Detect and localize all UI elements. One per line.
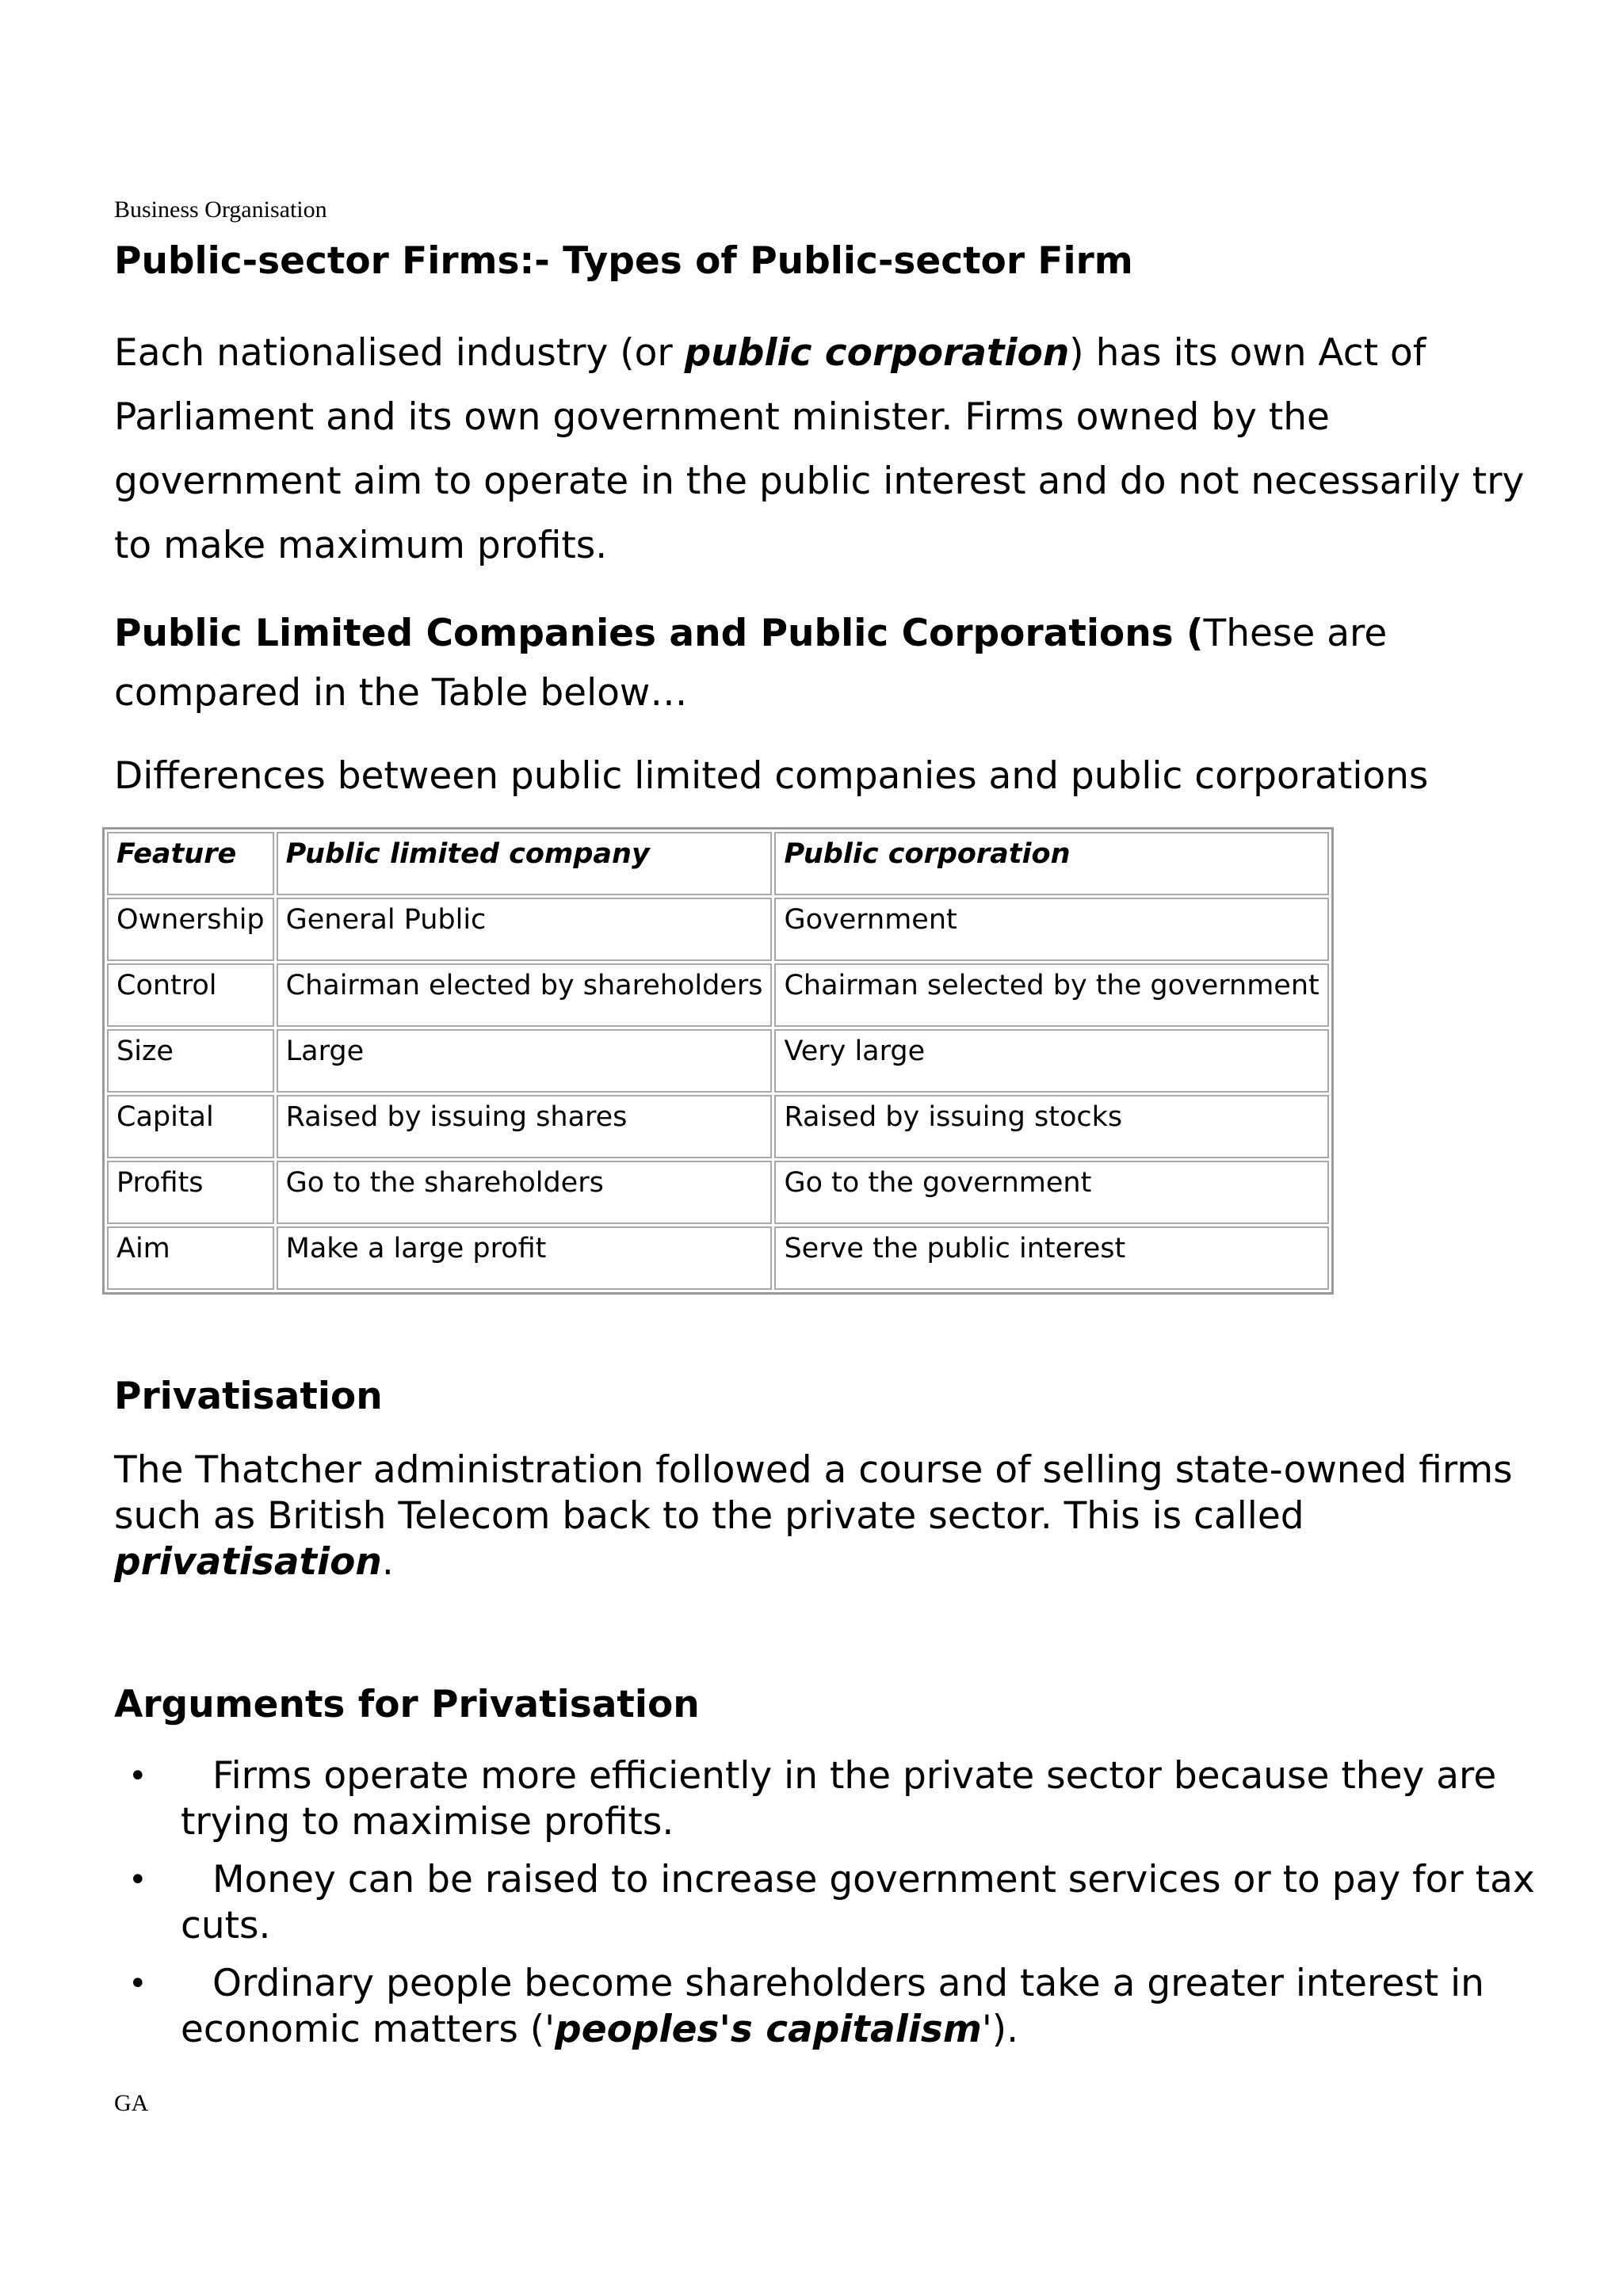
intro-emphasis: public corporation [684,331,1070,375]
privatisation-text-after: . [381,1540,394,1584]
list-item-text-before: Ordinary people become shareholders and take a greater interest in economic matters (' [181,1962,1484,2051]
document-footer: GA [114,2090,149,2116]
column-header-feature: Feature [107,832,274,895]
column-header-plc: Public limited company [277,832,773,895]
table-cell: Size [107,1029,274,1093]
list-item: • Money can be raised to increase government services or to pay for tax cuts. [0,1857,1553,1949]
table-cell: Chairman elected by shareholders [277,963,773,1027]
comparison-intro [114,604,1525,723]
page-title: Public-sector Firms:- Types of Public-sector Firm [114,239,1133,283]
comparison-bold-heading: Public Limited Companies and Public Corporations ( [114,612,1204,655]
table-header-row [107,832,1329,895]
table-cell: Profits [107,1161,274,1224]
intro-paragraph [114,321,1525,578]
privatisation-heading: Privatisation [114,1375,383,1418]
table-row [107,1161,1329,1224]
table-cell: Ownership [107,898,274,961]
list-item-emphasis: peoples's capitalism [555,2008,982,2051]
table-row [107,1226,1329,1290]
table-caption: Differences between public limited companies and public corporations [114,754,1429,798]
arguments-list [0,1753,1553,2065]
document-header: Business Organisation [114,196,327,223]
privatisation-emphasis: privatisation [114,1540,382,1584]
table-cell: Government [774,898,1328,961]
table-cell: Very large [774,1029,1328,1093]
table-cell: Go to the shareholders [277,1161,773,1224]
table-row [107,1095,1329,1158]
comparison-text: These are compared in the Table below… [114,612,1388,715]
column-header-public-corporation: Public corporation [774,832,1328,895]
table-cell: Go to the government [774,1161,1328,1224]
differences-table [102,827,1334,1295]
table-row [107,898,1329,961]
table-cell: Large [277,1029,773,1093]
table-cell: General Public [277,898,773,961]
privatisation-paragraph [114,1447,1525,1585]
table-row [107,963,1329,1027]
table-cell: Chairman selected by the government [774,963,1328,1027]
list-item: • Firms operate more efficiently in the private sector because they are trying to maximise profits. [0,1753,1553,1845]
privatisation-text-before: The Thatcher administration followed a course of selling state-owned firms such as British Telecom back to the private sector. This is called [114,1448,1513,1538]
table-row [107,1029,1329,1093]
table-cell: Aim [107,1226,274,1290]
table-cell: Raised by issuing stocks [774,1095,1328,1158]
table-cell: Capital [107,1095,274,1158]
arguments-heading: Arguments for Privatisation [114,1683,700,1726]
intro-text-after: ) has its own Act of Parliament and its own government minister. Firms owned by the government aim to operate in the public interest and do not necessarily try to make maximum profits. [114,331,1525,567]
intro-text-before: Each nationalised industry (or [114,331,685,375]
table-cell: Serve the public interest [774,1226,1328,1290]
table-cell: Make a large profit [277,1226,773,1290]
table-cell: Raised by issuing shares [277,1095,773,1158]
table-cell: Control [107,963,274,1027]
list-item [0,1961,1553,2053]
list-item-text-after: '). [981,2008,1019,2051]
